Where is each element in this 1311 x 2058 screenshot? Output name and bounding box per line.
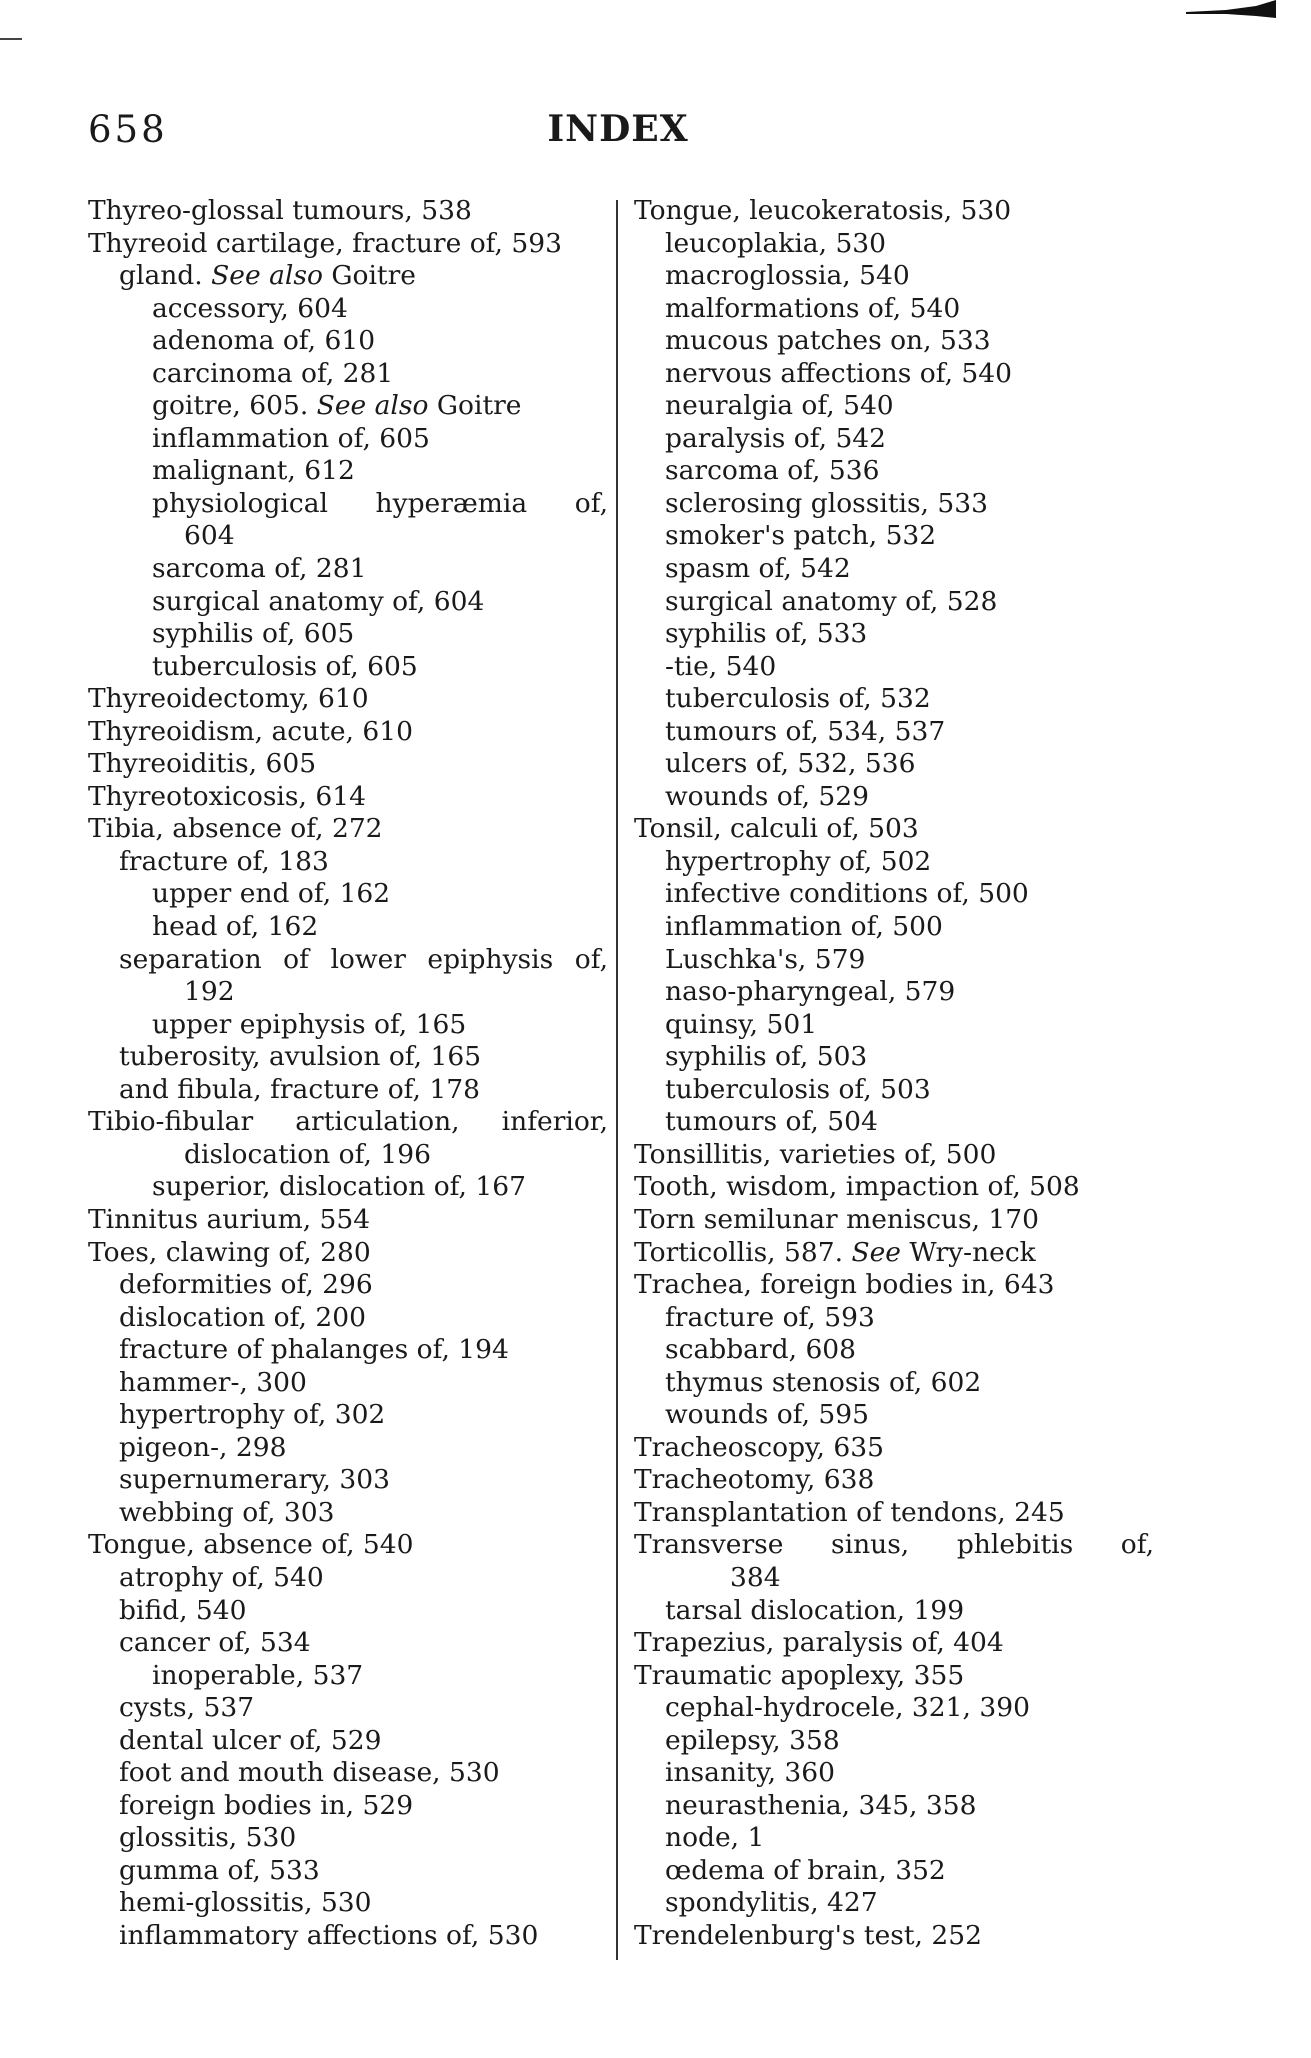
index-entry: 604 <box>184 520 235 552</box>
index-entry: atrophy of, 540 <box>119 1561 324 1593</box>
index-entry: scabbard, 608 <box>665 1334 857 1366</box>
index-entry: paralysis of, 542 <box>665 422 887 454</box>
index-entry: neurasthenia, 345, 358 <box>665 1789 977 1821</box>
index-entry: cephal-hydrocele, 321, 390 <box>665 1692 1030 1724</box>
index-entry: spondylitis, 427 <box>665 1887 878 1919</box>
index-entry: spasm of, 542 <box>665 553 851 585</box>
index-entry: Toes, clawing of, 280 <box>88 1236 371 1268</box>
index-entry: inoperable, 537 <box>152 1659 364 1691</box>
index-entry: gland. See also Goitre <box>119 260 416 292</box>
index-entry: malformations of, 540 <box>665 292 961 324</box>
index-entry: Tonsillitis, varieties of, 500 <box>634 1138 997 1170</box>
column-divider <box>616 200 618 1960</box>
index-entry: dislocation of, 200 <box>119 1301 366 1333</box>
index-entry: Tongue, leucokeratosis, 530 <box>634 195 1012 226</box>
index-entry: naso-pharyngeal, 579 <box>665 976 956 1008</box>
index-entry: node, 1 <box>665 1822 765 1854</box>
index-entry: syphilis of, 533 <box>665 618 868 650</box>
index-entry: Tibia, absence of, 272 <box>88 813 383 845</box>
index-entry: wounds of, 529 <box>665 780 870 812</box>
index-entry: 192 <box>184 976 235 1008</box>
index-entry: tumours of, 534, 537 <box>665 715 946 747</box>
index-entry: Tibio-fibular articulation, inferior, <box>88 1106 608 1138</box>
index-entry: epilepsy, 358 <box>665 1724 840 1756</box>
index-entry: tuberculosis of, 503 <box>665 1073 931 1105</box>
index-entry: tuberculosis of, 532 <box>665 683 931 715</box>
index-entry: Trapezius, paralysis of, 404 <box>634 1627 1004 1659</box>
index-entry: œdema of brain, 352 <box>665 1854 946 1886</box>
index-entry: glossitis, 530 <box>119 1822 297 1854</box>
index-entry: Thyreoid cartilage, fracture of, 593 <box>88 227 562 259</box>
index-entry: hypertrophy of, 502 <box>665 845 932 877</box>
index-entry: Transplantation of tendons, 245 <box>634 1496 1065 1528</box>
index-entry: thymus stenosis of, 602 <box>665 1366 982 1398</box>
index-entry: syphilis of, 605 <box>152 618 355 650</box>
index-entry: sarcoma of, 281 <box>152 553 367 585</box>
page-header <box>88 108 1148 151</box>
index-entry: Tracheoscopy, 635 <box>634 1431 884 1463</box>
index-entry: wounds of, 595 <box>665 1399 870 1431</box>
index-entry: Tonsil, calculi of, 503 <box>634 813 919 845</box>
index-entry: tuberosity, avulsion of, 165 <box>119 1041 482 1073</box>
index-entry: webbing of, 303 <box>119 1496 335 1528</box>
index-entry: head of, 162 <box>152 911 319 943</box>
index-entry: sarcoma of, 536 <box>665 455 880 487</box>
index-entry: fracture of, 593 <box>665 1301 875 1333</box>
index-entry: inflammation of, 605 <box>152 422 430 454</box>
index-entry: and fibula, fracture of, 178 <box>119 1073 480 1105</box>
index-entry: pigeon-, 298 <box>119 1431 287 1463</box>
index-entry: gumma of, 533 <box>119 1854 320 1886</box>
index-entry: separation of lower epiphysis of, <box>119 943 608 975</box>
page-number: 658 <box>88 108 168 151</box>
index-entry: foreign bodies in, 529 <box>119 1789 414 1821</box>
index-entry: macroglossia, 540 <box>665 260 910 292</box>
index-entry: surgical anatomy of, 528 <box>665 585 998 617</box>
index-entry: insanity, 360 <box>665 1757 836 1789</box>
index-entry: mucous patches on, 533 <box>665 325 991 357</box>
index-entry: carcinoma of, 281 <box>152 357 394 389</box>
index-entry: Trachea, foreign bodies in, 643 <box>634 1269 1055 1301</box>
index-entry: -tie, 540 <box>665 650 777 682</box>
index-entry: dental ulcer of, 529 <box>119 1724 382 1756</box>
index-entry: deformities of, 296 <box>119 1269 373 1301</box>
index-entry: cysts, 537 <box>119 1692 255 1724</box>
index-entry: Torn semilunar meniscus, 170 <box>634 1203 1040 1235</box>
index-entry: nervous affections of, 540 <box>665 357 1012 389</box>
index-entry: sclerosing glossitis, 533 <box>665 487 988 519</box>
index-entry: adenoma of, 610 <box>152 325 376 357</box>
index-column-right <box>634 195 1154 1953</box>
index-entry: Thyreoidectomy, 610 <box>88 683 369 715</box>
index-entry: ulcers of, 532, 536 <box>665 748 916 780</box>
index-entry: hypertrophy of, 302 <box>119 1399 386 1431</box>
index-entry: Tongue, absence of, 540 <box>88 1529 414 1561</box>
index-entry: quinsy, 501 <box>665 1008 818 1040</box>
index-entry: Trendelenburg's test, 252 <box>634 1919 982 1951</box>
index-entry: fracture of, 183 <box>119 845 329 877</box>
index-entry: upper epiphysis of, 165 <box>152 1008 467 1040</box>
scan-corner-mark <box>1186 0 1276 18</box>
index-entry: supernumerary, 303 <box>119 1464 390 1496</box>
index-entry: leucoplakia, 530 <box>665 227 887 259</box>
index-entry: malignant, 612 <box>152 455 355 487</box>
index-entry: smoker's patch, 532 <box>665 520 937 552</box>
index-entry: surgical anatomy of, 604 <box>152 585 485 617</box>
index-entry: hammer-, 300 <box>119 1366 307 1398</box>
index-entry: foot and mouth disease, 530 <box>119 1757 500 1789</box>
index-entry: inflammatory affections of, 530 <box>119 1919 539 1951</box>
index-entry: dislocation of, 196 <box>184 1138 431 1170</box>
index-entry: superior, dislocation of, 167 <box>152 1171 526 1203</box>
index-entry: hemi-glossitis, 530 <box>119 1887 372 1919</box>
index-entry: Transverse sinus, phlebitis of, <box>634 1529 1154 1561</box>
index-entry: fracture of phalanges of, 194 <box>119 1334 509 1366</box>
index-entry: cancer of, 534 <box>119 1627 311 1659</box>
index-entry: tarsal dislocation, 199 <box>665 1594 965 1626</box>
index-entry: Thyreotoxicosis, 614 <box>88 780 366 812</box>
index-entry: Torticollis, 587. See Wry-neck <box>634 1236 1036 1268</box>
index-entry: tumours of, 504 <box>665 1106 878 1138</box>
index-entry: infective conditions of, 500 <box>665 878 1029 910</box>
index-entry: syphilis of, 503 <box>665 1041 868 1073</box>
index-entry: Tooth, wisdom, impaction of, 508 <box>634 1171 1080 1203</box>
index-entry: physiological hyperæmia of, <box>152 487 608 519</box>
index-entry: neuralgia of, 540 <box>665 390 894 422</box>
index-entry: Traumatic apoplexy, 355 <box>634 1659 965 1691</box>
index-entry: bifid, 540 <box>119 1594 247 1626</box>
index-entry: accessory, 604 <box>152 292 348 324</box>
index-entry: Thyreoidism, acute, 610 <box>88 715 413 747</box>
index-entry: 384 <box>730 1561 781 1593</box>
index-entry: goitre, 605. See also Goitre <box>152 390 522 422</box>
scan-edge-mark <box>0 38 22 40</box>
index-entry: Tracheotomy, 638 <box>634 1464 875 1496</box>
index-entry: Thyreoiditis, 605 <box>88 748 317 780</box>
index-entry: Tinnitus aurium, 554 <box>88 1203 371 1235</box>
index-entry: Luschka's, 579 <box>665 943 866 975</box>
index-entry: tuberculosis of, 605 <box>152 650 418 682</box>
index-entry: Thyreo-glossal tumours, 538 <box>88 195 472 226</box>
index-entry: inflammation of, 500 <box>665 911 943 943</box>
page-title: INDEX <box>547 108 689 150</box>
index-entry: upper end of, 162 <box>152 878 391 910</box>
index-column-left <box>88 195 608 1953</box>
